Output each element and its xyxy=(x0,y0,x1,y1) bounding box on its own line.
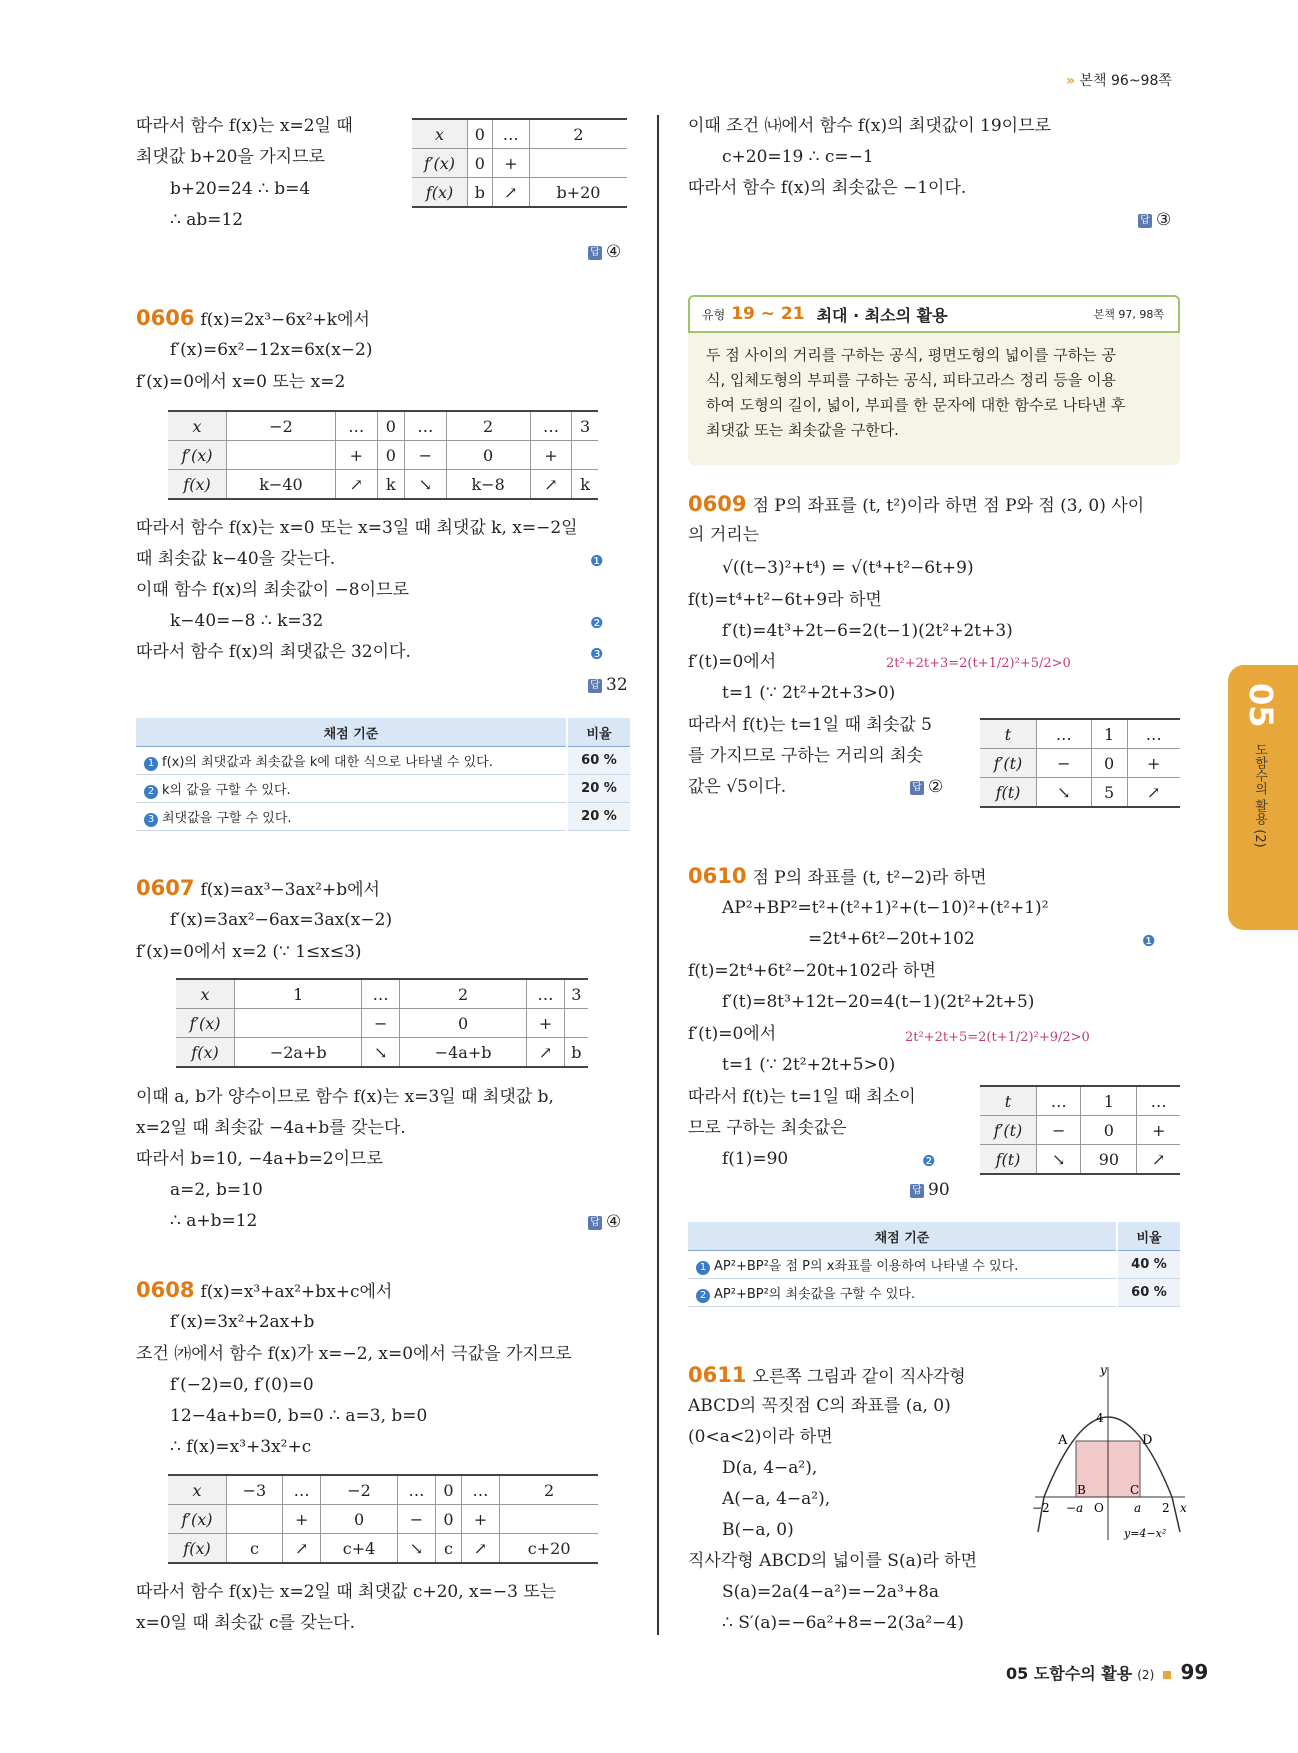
answer: 답 ④ xyxy=(588,1212,621,1232)
label-neg2: −2 xyxy=(1032,1501,1050,1515)
text-line: 따라서 b=10, −4a+b=2이므로 xyxy=(136,1149,383,1169)
text-line: t=1 (∵ 2t²+2t+5>0) xyxy=(722,1055,896,1075)
chapter-label: 도함수의 활용 (2) xyxy=(1252,743,1267,848)
y-label: y xyxy=(1100,1363,1107,1377)
text-line: f′(−2)=0, f′(0)=0 xyxy=(170,1375,314,1395)
text-line: ∴ f(x)=x³+3x²+c xyxy=(170,1437,312,1457)
variation-table: t … 1 … f′(t) − 0 + f(t) ↘ 5 ↗ xyxy=(980,718,1180,808)
problem-0607: 0607 f(x)=ax³−3ax²+b에서 xyxy=(136,876,380,900)
answer-icon: 답 xyxy=(588,679,602,693)
footer-bullet-icon xyxy=(1163,1671,1171,1679)
text-line: 따라서 함수 f(x)는 x=2일 때 xyxy=(136,116,353,136)
text-line: f′(x)=0에서 x=0 또는 x=2 xyxy=(136,372,346,392)
problem-0608: 0608 f(x)=x³+ax²+bx+c에서 xyxy=(136,1278,393,1302)
text-line: (0<a<2)이라 하면 xyxy=(688,1427,833,1447)
text-line: ∴ ab=12 xyxy=(170,210,244,230)
text-line: 이때 조건 ㈏에서 함수 f(x)의 최댓값이 19이므로 xyxy=(688,116,1051,136)
column-divider xyxy=(657,115,659,1635)
text-line: f′(t)=0에서 xyxy=(688,652,777,672)
page-ref: » 본책 96~98쪽 xyxy=(1066,73,1172,89)
text-line: 따라서 f(t)는 t=1일 때 최솟값 5 xyxy=(688,715,932,735)
text-line: f(t)=t⁴+t²−6t+9라 하면 xyxy=(688,590,882,610)
chapter-number: 05 xyxy=(1242,683,1280,728)
text-line: x=2일 때 최솟값 −4a+b를 갖는다. xyxy=(136,1118,406,1138)
grading-criteria: 채점 기준 비율 1 f(x)의 최댓값과 최솟값을 k에 대한 식으로 나타낼 수 있다. 60 % 2 k의 값을 구할 수 있다. 20 % 3 최댓값을 구할 수 있다. 20 % xyxy=(136,718,630,831)
text-line: x=0일 때 최솟값 c를 갖는다. xyxy=(136,1613,355,1633)
text-line: 조건 ㈎에서 함수 f(x)가 x=−2, x=0에서 극값을 가지므로 xyxy=(136,1344,572,1364)
label-C: C xyxy=(1130,1483,1140,1497)
type-body-line: 두 점 사이의 거리를 구하는 공식, 평면도형의 넓이를 구하는 공 xyxy=(706,346,1116,364)
label-D: D xyxy=(1142,1433,1153,1448)
annotation-note: 2t²+2t+5=2(t+1/2)²+9/2>0 xyxy=(905,1030,1090,1045)
type-ref: 본책 97, 98쪽 xyxy=(1093,308,1164,321)
text-line: 따라서 함수 f(x)는 x=2일 때 최댓값 c+20, x=−3 또는 xyxy=(136,1582,557,1602)
text-line: 최댓값 b+20을 가지므로 xyxy=(136,147,325,167)
problem-0611: 0611 오른쪽 그림과 같이 직사각형 xyxy=(688,1363,966,1387)
type-title: 최대 · 최소의 활용 xyxy=(816,305,948,325)
label-4: 4 xyxy=(1096,1411,1104,1425)
page-number: 99 xyxy=(1180,1660,1209,1684)
text-line: A(−a, 4−a²), xyxy=(722,1489,831,1509)
text-line: f′(t)=8t³+12t−20=4(t−1)(2t²+2t+5) xyxy=(722,992,1035,1012)
type-body-line: 하여 도형의 길이, 넓이, 부피를 한 문자에 대한 함수로 나타낸 후 xyxy=(706,396,1126,414)
label-a: a xyxy=(1134,1501,1142,1515)
chapter-tab xyxy=(1228,665,1298,930)
text-line: ABCD의 꼭짓점 C의 좌표를 (a, 0) xyxy=(688,1396,951,1416)
problem-0610: 0610 점 P의 좌표를 (t, t²−2)라 하면 xyxy=(688,864,987,888)
text-line: B(−a, 0) xyxy=(722,1520,794,1540)
step-marker: ❸ xyxy=(590,645,604,663)
step-marker: ❶ xyxy=(590,552,604,570)
text-line: c+20=19 ∴ c=−1 xyxy=(722,147,874,167)
variation-table: x 0 … 2 f′(x) 0 + f(x) b ↗ b+20 xyxy=(412,118,627,208)
text-line: 따라서 함수 f(x)의 최댓값은 32이다. xyxy=(136,642,411,662)
label-A: A xyxy=(1058,1433,1068,1448)
variation-table: x −3 … −2 … 0 … 2 f′(x) + 0 − 0 + f(x) c ↗ c+4 ↘ c ↗ c+20 xyxy=(168,1474,598,1564)
text-line: b+20=24 ∴ b=4 xyxy=(170,179,311,199)
problem-0609: 0609 점 P의 좌표를 (t, t²)이라 하면 점 P와 점 (3, 0) 사이 xyxy=(688,492,1145,516)
type-body-line: 최댓값 또는 최솟값을 구한다. xyxy=(706,421,899,439)
text-line: f′(x)=3ax²−6ax=3ax(x−2) xyxy=(170,910,393,930)
text-line: AP²+BP²=t²+(t²+1)²+(t−10)²+(t²+1)² xyxy=(722,898,1049,918)
answer: 답 ③ xyxy=(1138,210,1171,230)
answer-icon: 답 xyxy=(910,781,924,795)
type-range: 19 ~ 21 xyxy=(731,304,805,324)
text-line: f′(x)=3x²+2ax+b xyxy=(170,1312,315,1332)
footer-chapter: 05 도함수의 활용 xyxy=(1006,1664,1133,1683)
text-line: a=2, b=10 xyxy=(170,1180,263,1200)
text-line: k−40=−8 ∴ k=32 xyxy=(170,611,324,631)
type-body-line: 식, 입체도형의 부피를 구하는 공식, 피타고라스 정리 등을 이용 xyxy=(706,371,1116,389)
answer-icon: 답 xyxy=(1138,214,1152,228)
text-line: 이때 함수 f(x)의 최솟값이 −8이므로 xyxy=(136,580,409,600)
footer xyxy=(1006,1660,1208,1684)
text-line: D(a, 4−a²), xyxy=(722,1458,818,1478)
grading-criteria: 채점 기준 비율 1 AP²+BP²을 점 P의 x좌표를 이용하여 나타낼 수 있다. 40 % 2 AP²+BP²의 최솟값을 구할 수 있다. 60 % xyxy=(688,1222,1180,1307)
text-line: 므로 구하는 최솟값은 xyxy=(688,1118,847,1138)
answer: 답 32 xyxy=(588,675,628,695)
text-line: f′(t)=4t³+2t−6=2(t−1)(2t²+2t+3) xyxy=(722,621,1013,641)
step-marker: ❷ xyxy=(590,614,604,632)
text-line: f(1)=90 xyxy=(722,1149,789,1169)
curve-label: y=4−x² xyxy=(1124,1527,1167,1540)
text-line: √((t−3)²+t⁴) = √(t⁴+t²−6t+9) xyxy=(722,558,974,578)
type-tag: 유형 xyxy=(702,307,726,322)
text-line: S(a)=2a(4−a²)=−2a³+8a xyxy=(722,1582,939,1602)
text-line: 이때 a, b가 양수이므로 함수 f(x)는 x=3일 때 최댓값 b, xyxy=(136,1087,554,1107)
footer-sub: (2) xyxy=(1137,1668,1155,1682)
type-box xyxy=(688,295,1180,465)
answer: 답 ④ xyxy=(588,242,621,262)
text-line: ∴ a+b=12 xyxy=(170,1211,258,1231)
text-line: t=1 (∵ 2t²+2t+3>0) xyxy=(722,683,896,703)
answer-icon: 답 xyxy=(588,1216,602,1230)
answer: 답 90 xyxy=(910,1180,950,1200)
text-line: f′(t)=0에서 xyxy=(688,1024,777,1044)
text-line: 12−4a+b=0, b=0 ∴ a=3, b=0 xyxy=(170,1406,428,1426)
text-line: 따라서 f(t)는 t=1일 때 최소이 xyxy=(688,1087,916,1107)
variation-table: x 1 … 2 … 3 f′(x) − 0 + f(x) −2a+b ↘ −4a+b ↗ b xyxy=(176,978,588,1068)
text-line: 값은 √5이다. xyxy=(688,777,787,797)
answer-icon: 답 xyxy=(910,1184,924,1198)
text-line: ∴ S′(a)=−6a²+8=−2(3a²−4) xyxy=(722,1613,964,1633)
text-line: f(t)=2t⁴+6t²−20t+102라 하면 xyxy=(688,961,936,981)
problem-0606: 0606 f(x)=2x³−6x²+k에서 xyxy=(136,306,370,330)
label-O: O xyxy=(1094,1501,1104,1515)
text-line: 따라서 함수 f(x)는 x=0 또는 x=3일 때 최댓값 k, x=−2일 xyxy=(136,518,578,538)
annotation-note: 2t²+2t+3=2(t+1/2)²+5/2>0 xyxy=(886,656,1071,671)
text-line: f′(x)=0에서 x=2 (∵ 1≤x≤3) xyxy=(136,942,362,962)
text-line: 를 가지므로 구하는 거리의 최솟 xyxy=(688,746,924,766)
answer: 답 ② xyxy=(910,777,943,797)
text-line: 의 거리는 xyxy=(688,525,760,545)
text-line: =2t⁴+6t²−20t+102 xyxy=(808,929,975,949)
variation-table: x −2 … 0 … 2 … 3 f′(x) + 0 − 0 + f(x) k−40 ↗ k ↘ k−8 ↗ k xyxy=(168,410,598,500)
step-marker: ❶ xyxy=(1142,932,1156,950)
parabola-graph xyxy=(1030,1362,1190,1542)
answer-icon: 답 xyxy=(588,246,602,260)
step-marker: ❷ xyxy=(922,1152,936,1170)
label-nega: −a xyxy=(1066,1501,1084,1515)
label-2: 2 xyxy=(1162,1501,1170,1515)
text-line: f′(x)=6x²−12x=6x(x−2) xyxy=(170,340,373,360)
label-B: B xyxy=(1077,1483,1086,1497)
text-line: 때 최솟값 k−40을 갖는다. xyxy=(136,549,336,569)
text-line: 직사각형 ABCD의 넓이를 S(a)라 하면 xyxy=(688,1551,978,1571)
x-label: x xyxy=(1180,1501,1187,1515)
text-line: 따라서 함수 f(x)의 최솟값은 −1이다. xyxy=(688,178,967,198)
variation-table: t … 1 … f′(t) − 0 + f(t) ↘ 90 ↗ xyxy=(980,1085,1180,1175)
